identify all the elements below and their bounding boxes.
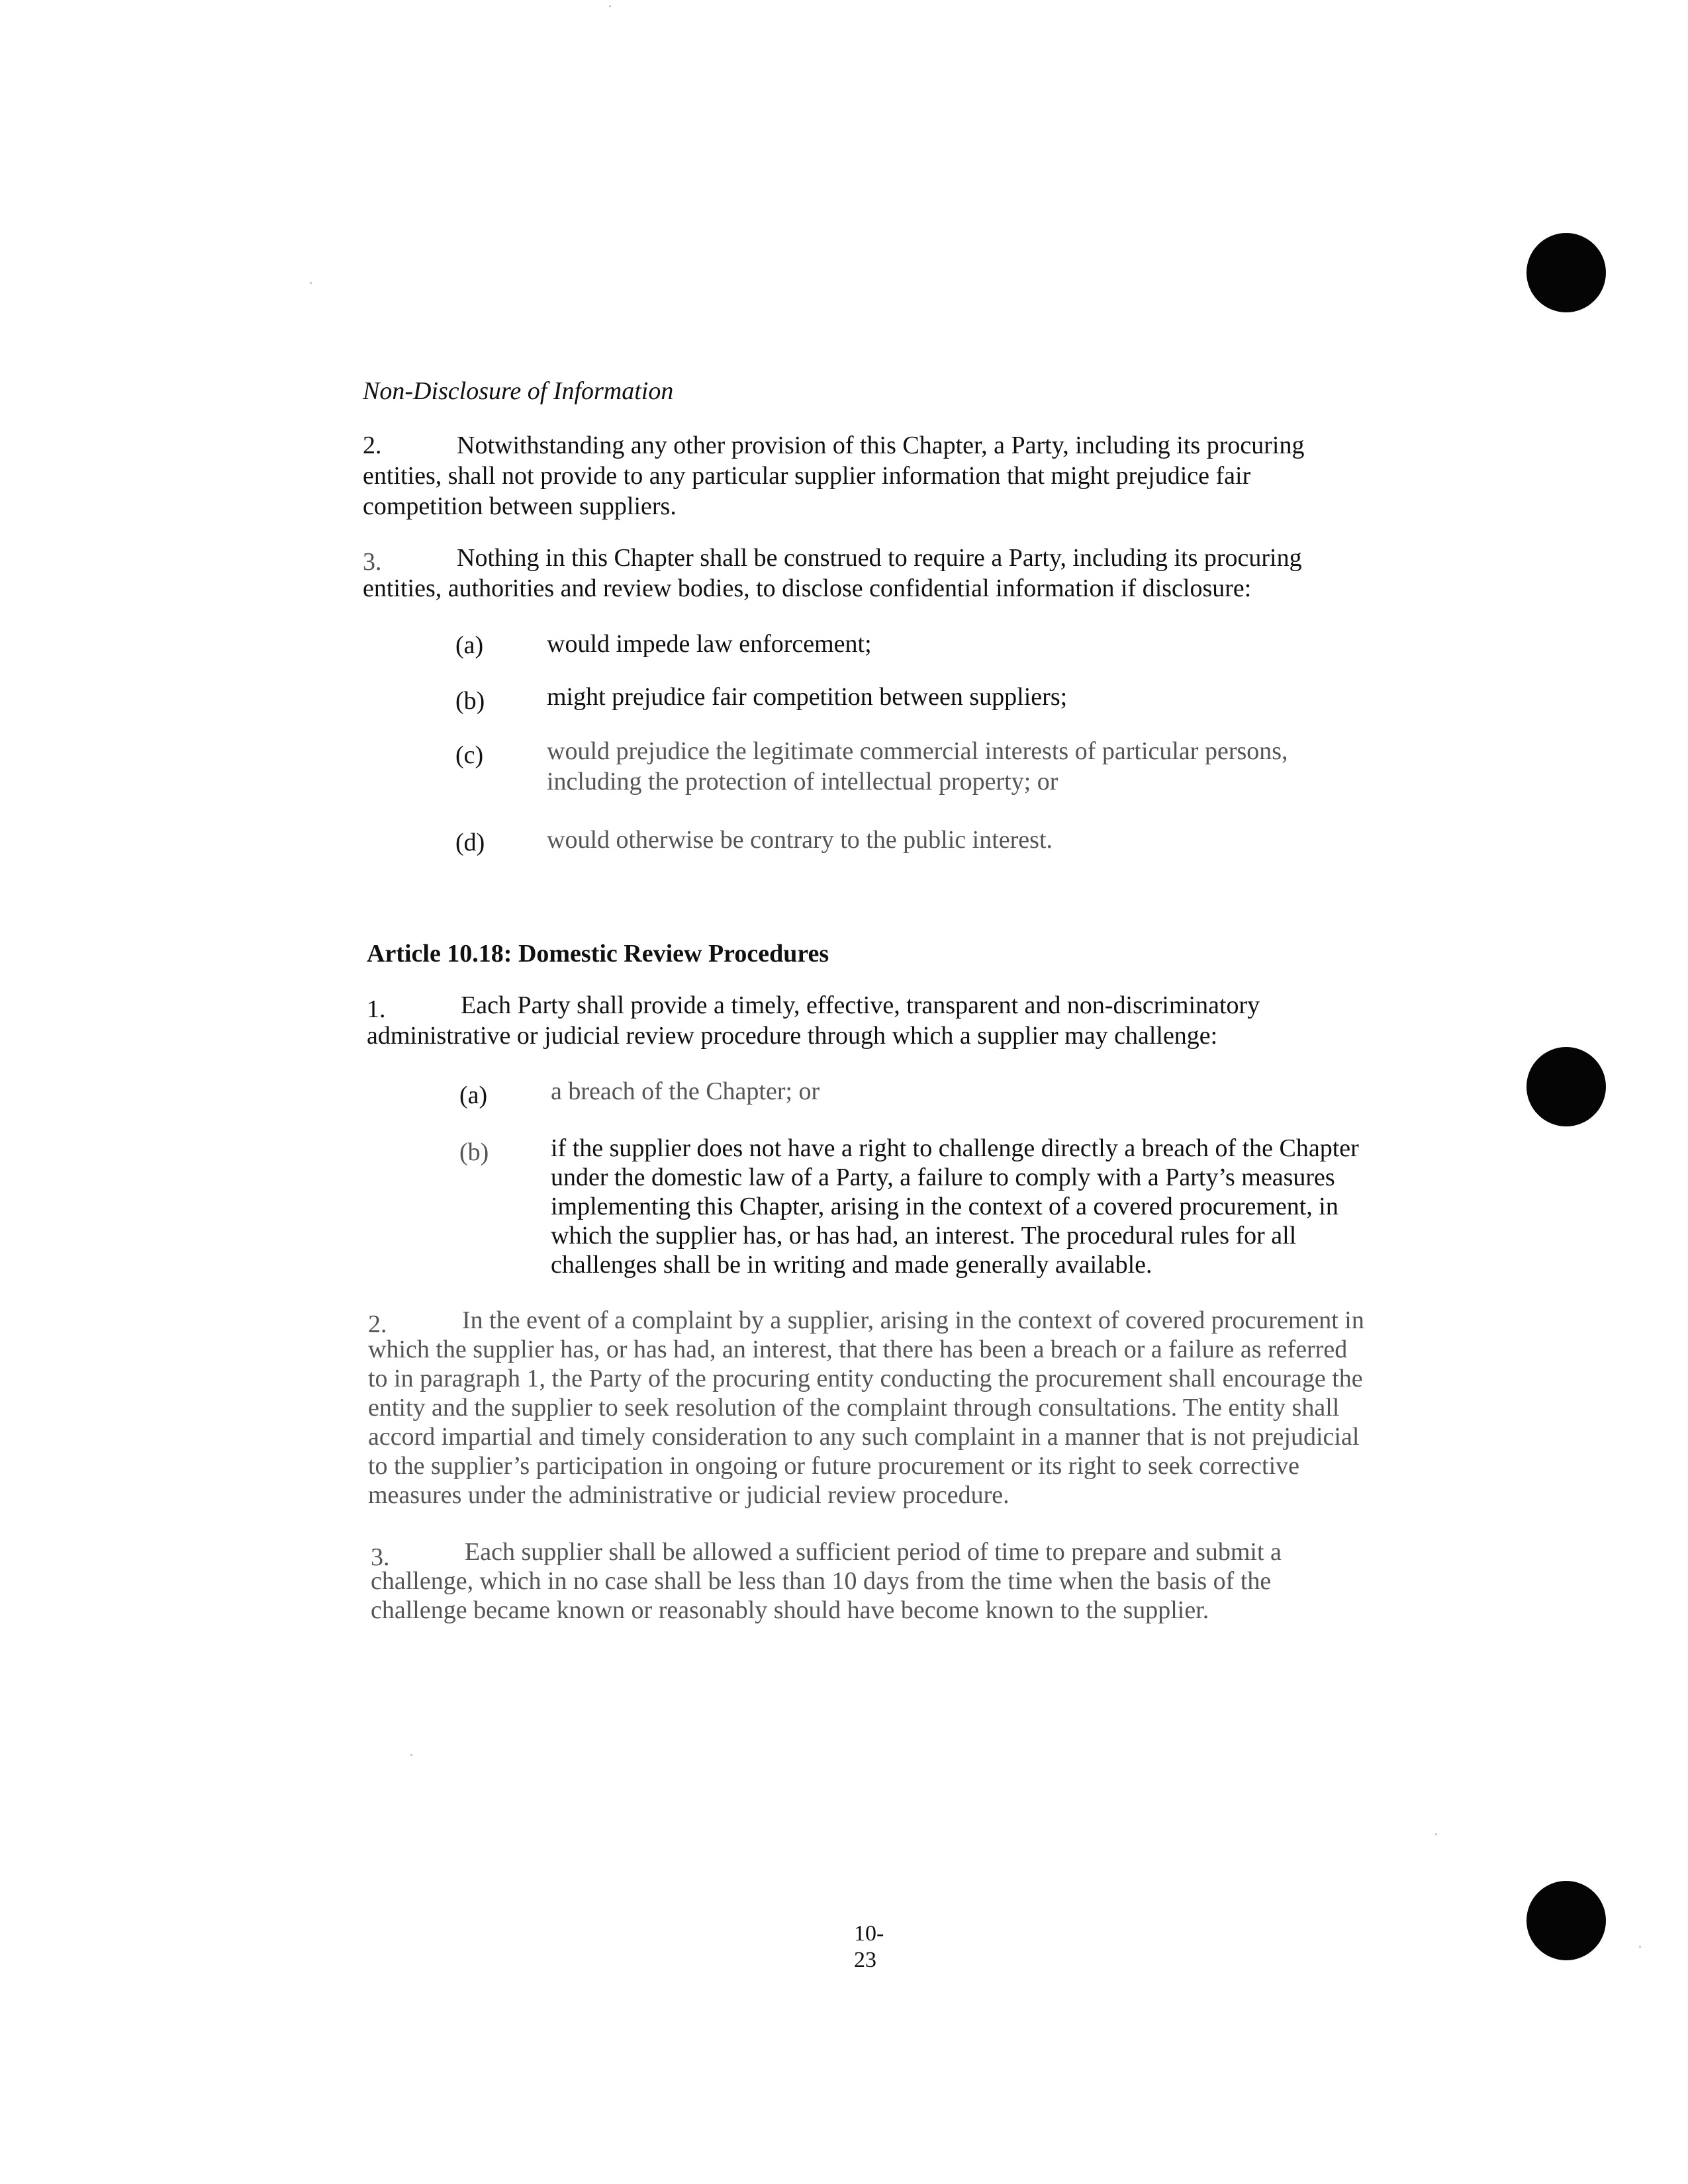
list-item-text: which the supplier has, or has had, an interest. The procedural rules for all bbox=[551, 1222, 1297, 1250]
paragraph-line: accord impartial and timely consideration to any such complaint in a manner that is not prejudicial bbox=[368, 1423, 1360, 1451]
scan-speck bbox=[1435, 1833, 1437, 1835]
list-item-text: would prejudice the legitimate commercial interests of particular persons, bbox=[547, 737, 1288, 765]
paragraph-line: challenge, which in no case shall be less than 10 days from the time when the basis of the bbox=[371, 1567, 1272, 1595]
list-item-label: (a) bbox=[455, 631, 484, 659]
punch-hole-bottom bbox=[1526, 1881, 1606, 1960]
list-item-label: (c) bbox=[455, 741, 484, 769]
paragraph-line: Each supplier shall be allowed a sufficient period of time to prepare and submit a bbox=[465, 1538, 1282, 1566]
paragraph-number: 1. bbox=[367, 995, 386, 1023]
paragraph-line: to in paragraph 1, the Party of the procuring entity conducting the procurement shall encourage the bbox=[368, 1365, 1363, 1392]
scan-speck bbox=[410, 1754, 412, 1756]
paragraph-number: 2. bbox=[368, 1310, 387, 1338]
page-number: 10-23 bbox=[854, 1921, 884, 1972]
paragraph-number: 2. bbox=[363, 432, 382, 459]
punch-hole-middle bbox=[1526, 1047, 1606, 1126]
list-item-text: would otherwise be contrary to the public interest. bbox=[547, 826, 1053, 854]
punch-hole-top bbox=[1526, 233, 1606, 312]
scan-speck bbox=[310, 282, 312, 284]
scan-speck bbox=[1639, 1946, 1641, 1948]
paragraph-line: administrative or judicial review procedure through which a supplier may challenge: bbox=[367, 1022, 1218, 1050]
paragraph-line: challenge became known or reasonably should have become known to the supplier. bbox=[371, 1596, 1209, 1624]
paragraph-line: In the event of a complaint by a supplier, arising in the context of covered procurement in bbox=[462, 1306, 1364, 1334]
paragraph-line: to the supplier’s participation in ongoing or future procurement or its right to seek corrective bbox=[368, 1452, 1300, 1480]
paragraph-number: 3. bbox=[371, 1543, 390, 1571]
article-heading: Article 10.18: Domestic Review Procedures bbox=[367, 940, 829, 968]
list-item-label: (b) bbox=[459, 1138, 489, 1166]
paragraph-line: entities, authorities and review bodies, to disclose confidential information if disclosure: bbox=[363, 574, 1252, 602]
section-heading: Non-Disclosure of Information bbox=[363, 377, 674, 405]
list-item-text: implementing this Chapter, arising in the context of a covered procurement, in bbox=[551, 1193, 1338, 1220]
paragraph-line: entities, shall not provide to any particular supplier information that might prejudice fair bbox=[363, 462, 1251, 490]
scan-speck bbox=[609, 5, 611, 7]
paragraph-line: Notwithstanding any other provision of this Chapter, a Party, including its procuring bbox=[457, 432, 1305, 459]
paragraph-line: entity and the supplier to seek resolution of the complaint through consultations. The entity shall bbox=[368, 1394, 1340, 1422]
list-item-text: challenges shall be in writing and made generally available. bbox=[551, 1251, 1152, 1279]
paragraph-line: which the supplier has, or has had, an interest, that there has been a breach or a failure as referred bbox=[368, 1336, 1348, 1363]
list-item-text: a breach of the Chapter; or bbox=[551, 1077, 820, 1105]
paragraph-line: competition between suppliers. bbox=[363, 492, 677, 520]
list-item-text: including the protection of intellectual property; or bbox=[547, 768, 1058, 796]
list-item-text: might prejudice fair competition between suppliers; bbox=[547, 683, 1068, 711]
list-item-text: under the domestic law of a Party, a failure to comply with a Party’s measures bbox=[551, 1163, 1335, 1191]
paragraph-line: measures under the administrative or judicial review procedure. bbox=[368, 1481, 1009, 1509]
paragraph-line: Each Party shall provide a timely, effective, transparent and non-discriminatory bbox=[461, 991, 1260, 1019]
list-item-text: if the supplier does not have a right to challenge directly a breach of the Chapter bbox=[551, 1134, 1359, 1162]
list-item-label: (d) bbox=[455, 829, 485, 856]
paragraph-number: 3. bbox=[363, 548, 382, 576]
list-item-label: (a) bbox=[459, 1081, 488, 1109]
list-item-text: would impede law enforcement; bbox=[547, 630, 872, 658]
list-item-label: (b) bbox=[455, 687, 485, 715]
paragraph-line: Nothing in this Chapter shall be construed to require a Party, including its procuring bbox=[457, 544, 1302, 572]
